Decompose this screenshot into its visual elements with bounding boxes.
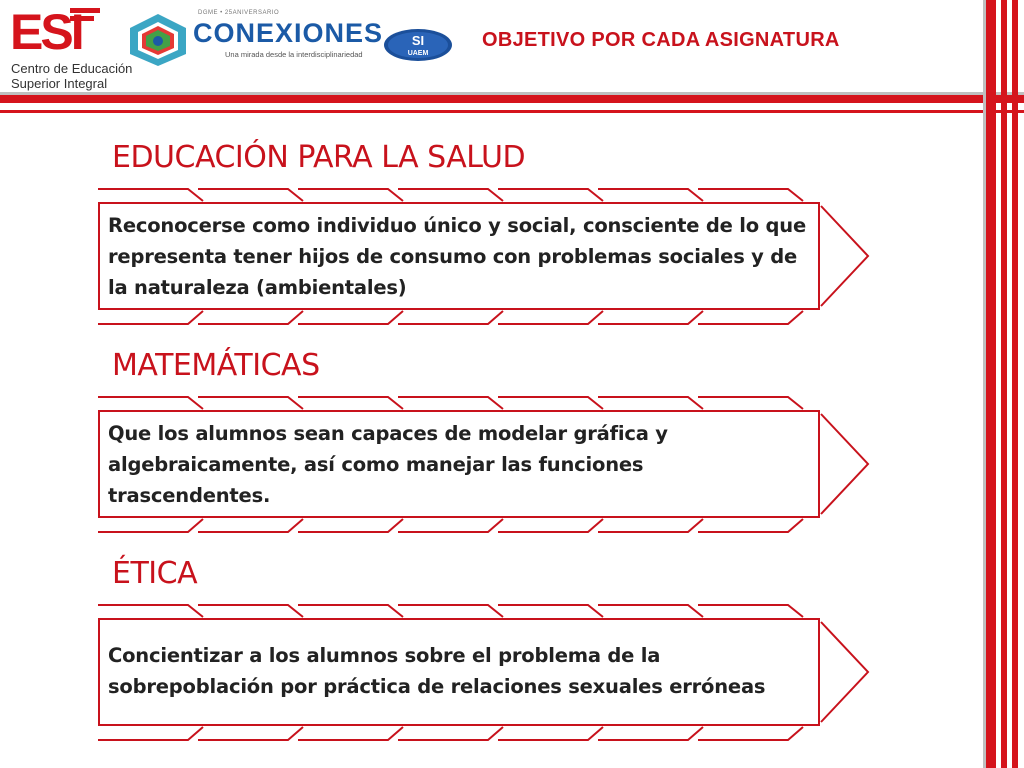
si-uaem-badge-icon	[383, 28, 453, 62]
objective-text-etica: Concientizar a los alumnos sobre el problema de la sobrepoblación por práctica de relaciones sexuales erróneas	[108, 644, 766, 698]
esi-logo	[8, 4, 143, 94]
objective-box-salud	[98, 202, 820, 310]
page-title: OBJETIVO POR CADA ASIGNATURA	[482, 29, 840, 51]
conexiones-hexagon-icon	[125, 12, 191, 68]
uaem-logo-text: UAEM	[407, 50, 429, 57]
esi-logo-mark: ESI	[10, 4, 82, 60]
header-divider-red	[0, 95, 1024, 103]
esi-logo-subtitle	[11, 61, 132, 91]
section-title-matematicas: MATEMÁTICAS	[112, 348, 320, 383]
header-divider-red-thin	[0, 110, 1024, 113]
right-border-red-3	[1012, 0, 1018, 768]
objective-text-matematicas: Que los alumnos sean capaces de modelar gráfica y algebraicamente, así como manejar las funciones trascendentes.	[108, 422, 668, 507]
section-title-etica: ÉTICA	[112, 556, 198, 591]
conexiones-logo	[125, 10, 384, 70]
esi-subtitle-line2: Superior Integral	[11, 76, 108, 91]
right-border-red	[986, 0, 996, 768]
si-logo-text: SI	[411, 33, 425, 48]
conexiones-name: CONEXIONES	[193, 18, 384, 48]
esi-subtitle-line1: Centro de Educación	[11, 61, 133, 76]
section-title-salud: EDUCACIÓN PARA LA SALUD	[112, 140, 526, 175]
objective-text-salud: Reconocerse como individuo único y social, consciente de lo que representa tener hijos de consumo con problemas sociales y de la naturaleza (ambientales)	[108, 214, 807, 299]
objective-box-matematicas	[98, 410, 820, 518]
objective-box-etica	[98, 618, 820, 726]
conexiones-small-text: DGME • 25ANIVERSARIO	[198, 10, 280, 16]
si-uaem-logo	[383, 28, 453, 62]
right-border-red-2	[1001, 0, 1007, 768]
conexiones-tagline: Una mirada desde la interdisciplinariedad	[225, 50, 363, 59]
